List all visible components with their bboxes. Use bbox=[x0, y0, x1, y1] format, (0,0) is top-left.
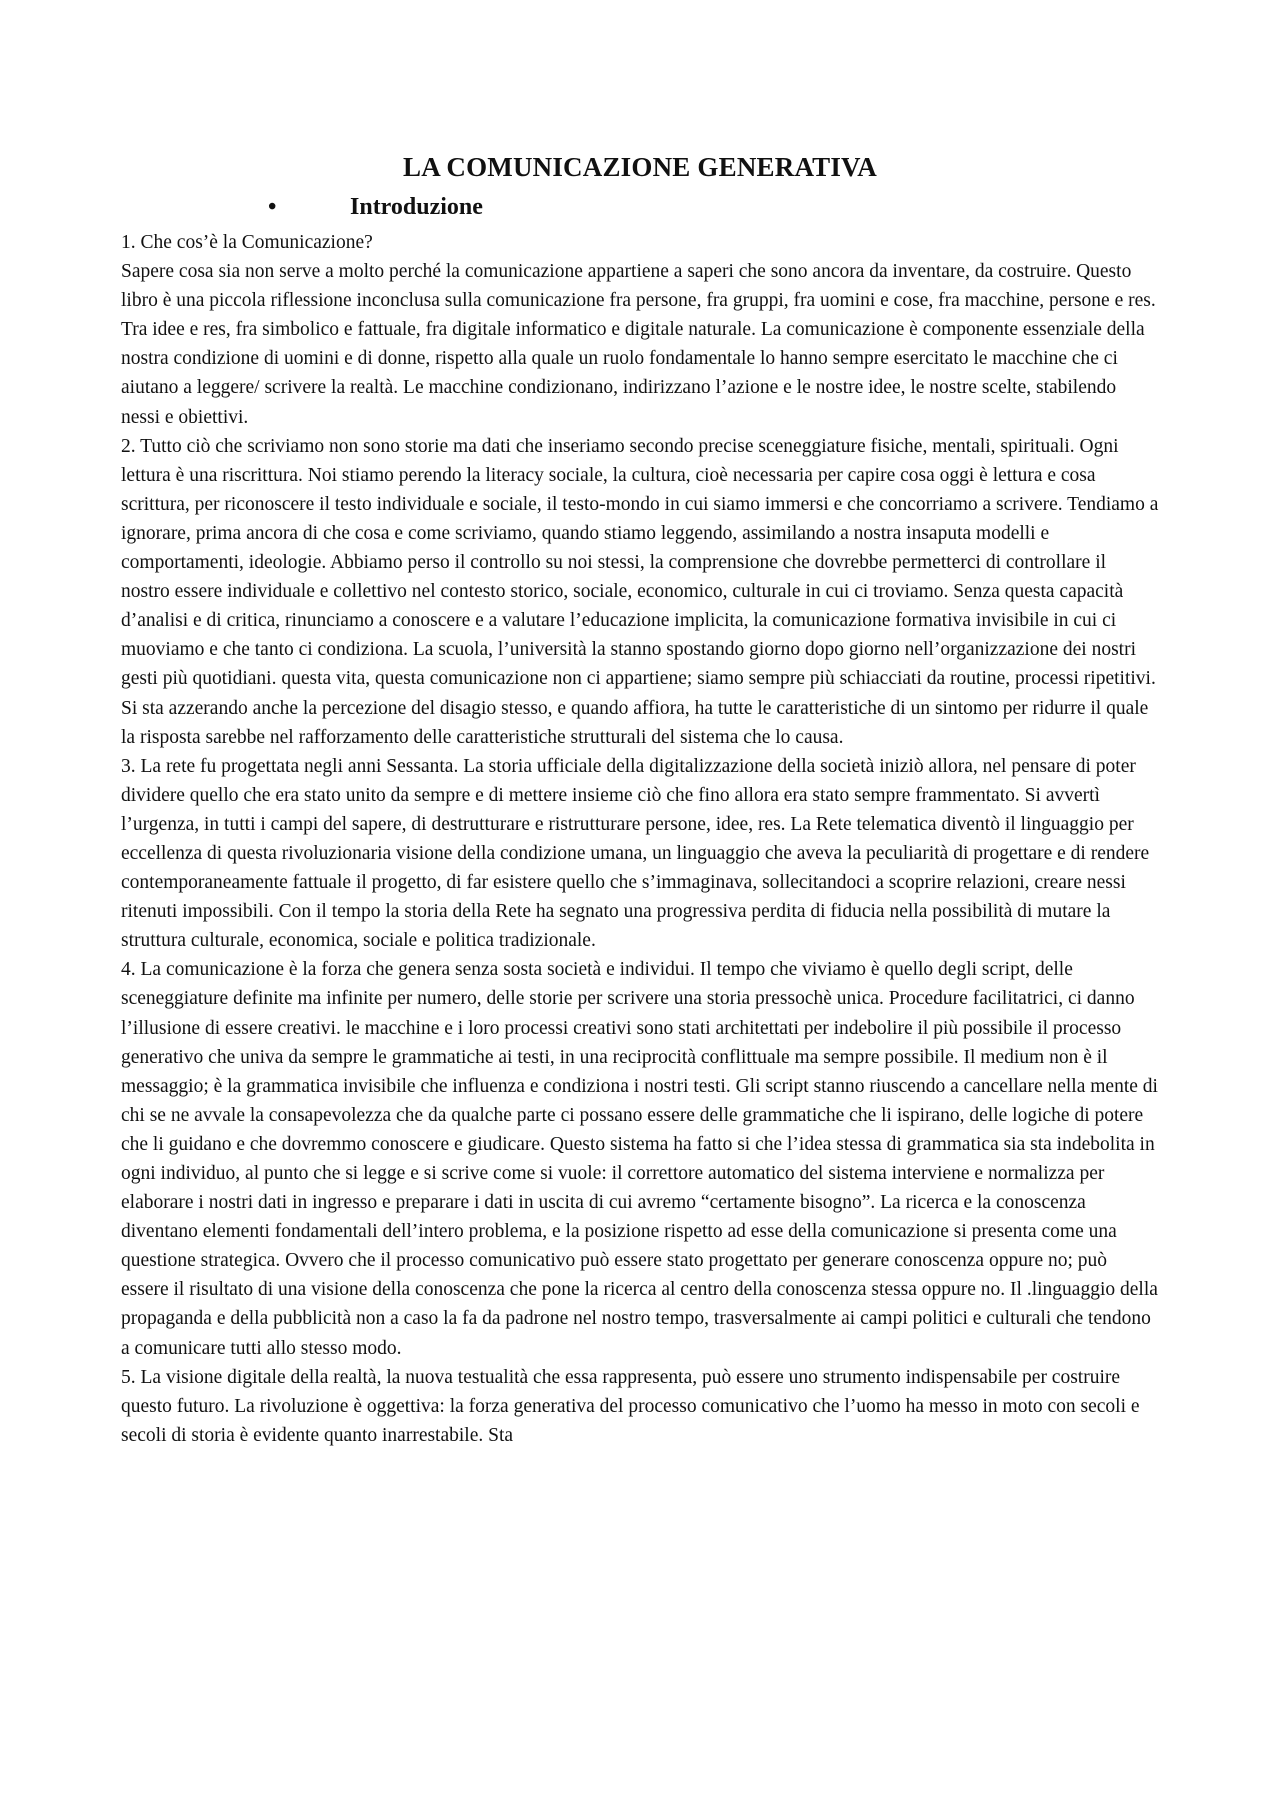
paragraph-4: 4. La comunicazione è la forza che genera senza sosta società e individui. Il tempo che viviamo è quello degli script, delle sceneggiature definite ma infinite per numero, delle storie per scrivere una storia pressochè unica. Procedure facilitatrici, ci danno l’illusione di essere creativi. le macchine e i loro processi creativi sono stati architettati per indebolire il più possibile il processo generativo che univa da sempre le grammatiche ai testi, in una reciprocità conflittuale ma sempre possibile. Il medium non è il messaggio; è la grammatica invisibile che influenza e condiziona i nostri testi. Gli script stanno riuscendo a cancellare nella mente di chi se ne avvale la consapevolezza che da qualche parte ci possano essere delle grammatiche che li ispirano, delle logiche di potere che li guidano e che dovremmo conoscere e giudicare. Questo sistema ha fatto si che l’idea stessa di grammatica sia sta indebolita in ogni individuo, al punto che si legge e si scrive come si vuole: il correttore automatico del sistema interviene e normalizza per elaborare i nostri dati in ingresso e preparare i dati in uscita di cui avremo “certamente bisogno”. La ricerca e la conoscenza diventano elementi fondamentali dell’intero problema, e la posizione rispetto ad esse della comunicazione si presenta come una questione strategica. Ovvero che il processo comunicativo può essere stato progettato per generare conoscenza oppure no; può essere il risultato di una visione della conoscenza che pone la ricerca al centro della conoscenza stessa oppure no. Il .linguaggio della propaganda e della pubblicità non a caso la fa da padrone nel nostro tempo, trasversalmente ai campi politici e culturali che tendono a comunicare tutti allo stesso modo. bbox=[121, 959, 1158, 1359]
section-heading-label: Introduzione bbox=[350, 194, 483, 220]
section-heading bbox=[268, 192, 483, 222]
bullet-icon: • bbox=[268, 194, 277, 220]
paragraph-5: 5. La visione digitale della realtà, la nuova testualità che essa rappresenta, può essere uno strumento indispensabile per costruire questo futuro. La rivoluzione è oggettiva: la forza generativa del processo comunicativo che l’uomo ha messo in moto con secoli e secoli di storia è evidente quanto inarrestabile. Sta bbox=[121, 1366, 1140, 1446]
paragraph-2: 2. Tutto ciò che scriviamo non sono storie ma dati che inseriamo secondo precise sceneggiature fisiche, mentali, spirituali. Ogni lettura è una riscrittura. Noi stiamo perendo la literacy sociale, la cultura, cioè necessaria per capire cosa oggi è lettura e cosa scrittura, per riconoscere il testo individuale e sociale, il testo-mondo in cui siamo immersi e che concorriamo a scrivere. Tendiamo a ignorare, prima ancora di che cosa e come scriviamo, quando stiamo leggendo, assimilando a nostra insaputa modelli e comportamenti, ideologie. Abbiamo perso il controllo su noi stessi, la comprensione che dovrebbe permetterci di controllare il nostro essere individuale e collettivo nel contesto storico, sociale, economico, culturale in cui ci troviamo. Senza questa capacità d’analisi e di critica, rinunciamo a conoscere e a valutare l’educazione implicita, la comunicazione formativa invisibile in cui ci muoviamo e che tanto ci condiziona. La scuola, l’università la stanno spostando giorno dopo giorno nell’organizzazione dei nostri gesti più quotidiani. questa vita, questa comunicazione non ci appartiene; siamo sempre più schiacciati da routine, processi ripetitivi. Si sta azzerando anche la percezione del disagio stesso, e quando affiora, ha tutte le caratteristiche di un sintomo per ridurre il quale la risposta sarebbe nel rafforzamento delle caratteristiche strutturali del sistema che lo causa. bbox=[121, 435, 1159, 748]
paragraph-3: 3. La rete fu progettata negli anni Sessanta. La storia ufficiale della digitalizzazione della società iniziò allora, nel pensare di poter dividere quello che era stato unito da sempre e di mettere insieme ciò che fino allora era stato sempre frammentato. Si avvertì l’urgenza, in tutti i campi del sapere, di destrutturare e ristrutturare persone, idee, res. La Rete telematica diventò il linguaggio per eccellenza di questa rivoluzionaria visione della condizione umana, un linguaggio che aveva la peculiarità di progettare e di rendere contemporaneamente fattuale il progetto, di far esistere quello che s’immaginava, sollecitandoci a scoprire relazioni, creare nessi ritenuti impossibili. Con il tempo la storia della Rete ha segnato una progressiva perdita di fiducia nella possibilità di mutare la struttura culturale, economica, sociale e politica tradizionale. bbox=[121, 755, 1150, 952]
document-title: LA COMUNICAZIONE GENERATIVA bbox=[403, 152, 877, 182]
paragraph-question: 1. Che cos’è la Comunicazione? bbox=[121, 232, 373, 253]
body-text bbox=[121, 228, 1159, 1450]
paragraph-1: Sapere cosa sia non serve a molto perché la comunicazione appartiene a saperi che sono ancora da inventare, da costruire. Questo libro è una piccola riflessione inconclusa sulla comunicazione fra persone, fra gruppi, fra uomini e cose, fra macchine, persone e res. Tra idee e res, fra simbolico e fattuale, fra digitale informatico e digitale naturale. La comunicazione è componente essenziale della nostra condizione di uomini e di donne, rispetto alla quale un ruolo fondamentale lo hanno sempre esercitato le macchine che ci aiutano a leggere/ scrivere la realtà. Le macchine condizionano, indirizzano l’azione e le nostre idee, le nostre scelte, stabilendo nessi e obiettivi. bbox=[121, 261, 1156, 428]
